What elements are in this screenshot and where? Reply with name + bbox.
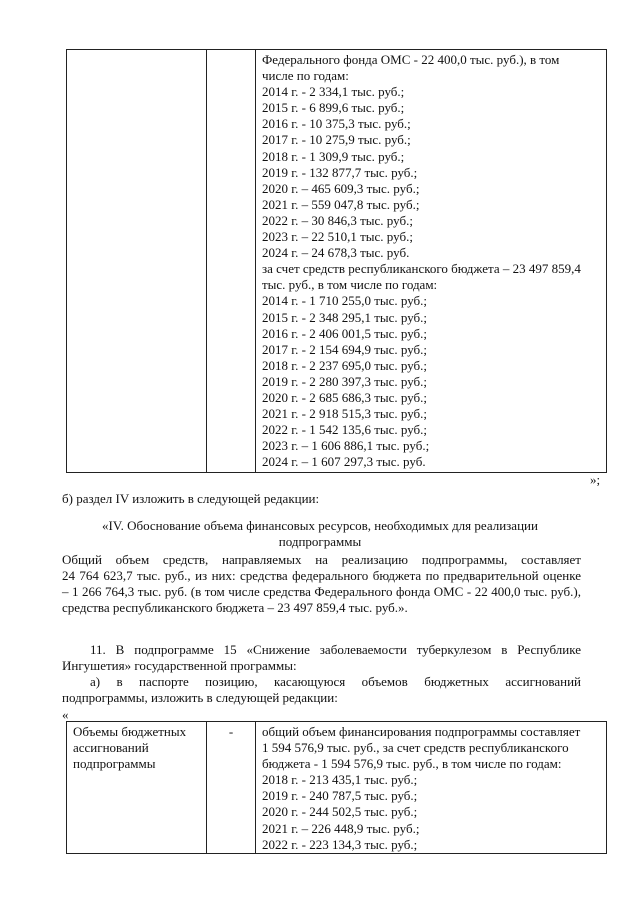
table-line: 2016 г. - 2 406 001,5 тыс. руб.; xyxy=(262,325,428,341)
heading-line: подпрограммы xyxy=(278,534,362,550)
paragraph-line: средства республиканского бюджета – 23 497 859,4 тыс. руб.». xyxy=(62,600,408,616)
table-line: 2024 г. – 1 607 297,3 тыс. руб. xyxy=(262,454,426,470)
table-cell-dash xyxy=(207,50,256,473)
table-cell-label xyxy=(67,50,207,473)
table-line: 2023 г. – 1 606 886,1 тыс. руб.; xyxy=(262,438,430,454)
passport-table xyxy=(66,721,607,854)
table-line: 2021 г. – 226 448,9 тыс. руб.; xyxy=(262,820,420,836)
heading-line: «IV. Обоснование объема финансовых ресурсов, необходимых для реализации xyxy=(102,518,538,533)
table-line: 2020 г. - 2 685 686,3 тыс. руб.; xyxy=(262,389,428,405)
table-line: 2023 г. – 22 510,1 тыс. руб.; xyxy=(262,229,413,245)
table-cell-content xyxy=(256,722,607,854)
label-line: ассигнований xyxy=(73,740,149,756)
table-line: 2021 г. – 559 047,8 тыс. руб.; xyxy=(262,196,420,212)
table-row xyxy=(67,722,607,854)
paragraph-item-a xyxy=(62,674,581,706)
table-line: 2021 г. - 2 918 515,3 тыс. руб.; xyxy=(262,406,428,422)
table-line: числе по годам: xyxy=(262,68,349,84)
table-line: 2015 г. - 6 899,6 тыс. руб.; xyxy=(262,100,405,116)
paragraph-item-11 xyxy=(62,642,581,674)
table-line: бюджета - 1 594 576,9 тыс. руб., в том числе по годам: xyxy=(262,756,562,772)
label-line: Объемы бюджетных xyxy=(73,724,187,739)
table-line: 2014 г. - 2 334,1 тыс. руб.; xyxy=(262,84,405,100)
table-line: 2024 г. – 24 678,3 тыс. руб. xyxy=(262,245,410,261)
table-line: 2016 г. - 10 375,3 тыс. руб.; xyxy=(262,116,411,132)
paragraph-line: подпрограммы, изложить в следующей редакции: xyxy=(62,690,338,706)
table-line: 2022 г. - 1 542 135,6 тыс. руб.; xyxy=(262,422,428,438)
table-line: 2019 г. - 2 280 397,3 тыс. руб.; xyxy=(262,373,428,389)
label-line: подпрограммы xyxy=(73,756,156,772)
table-line: за счет средств республиканского бюджета – 23 497 859,4 xyxy=(262,261,581,277)
table-line: тыс. руб., в том числе по годам: xyxy=(262,277,438,293)
table-line: 2014 г. - 1 710 255,0 тыс. руб.; xyxy=(262,293,428,309)
section-heading xyxy=(60,518,580,550)
table-cell-dash: - xyxy=(207,722,256,854)
table-line: 2017 г. - 10 275,9 тыс. руб.; xyxy=(262,132,411,148)
table-line: 1 594 576,9 тыс. руб., за счет средств республиканского xyxy=(262,740,569,756)
paragraph-line: 24 764 623,7 тыс. руб., из них: средства федерального бюджета по предварительной оценке xyxy=(62,568,581,584)
table-line: 2015 г. - 2 348 295,1 тыс. руб.; xyxy=(262,309,428,325)
table-line: 2022 г. – 30 846,3 тыс. руб.; xyxy=(262,212,413,228)
table-line: 2019 г. - 132 877,7 тыс. руб.; xyxy=(262,164,418,180)
financing-table-continued xyxy=(66,49,607,473)
section-b-instruction: б) раздел IV изложить в следующей редакции: xyxy=(62,491,320,506)
table-line: 2019 г. - 240 787,5 тыс. руб.; xyxy=(262,788,418,804)
paragraph-total-funding xyxy=(62,552,581,616)
closing-quote: »; xyxy=(590,472,601,487)
table-line: 2020 г. – 465 609,3 тыс. руб.; xyxy=(262,180,420,196)
paragraph-line: Общий объем средств, направляемых на реализацию подпрограммы, составляет xyxy=(62,552,581,567)
paragraph-line: а) в паспорте позицию, касающуюся объемов бюджетных ассигнований xyxy=(90,674,581,689)
table-line: 2018 г. - 213 435,1 тыс. руб.; xyxy=(262,772,418,788)
table-line: 2017 г. - 2 154 694,9 тыс. руб.; xyxy=(262,341,428,357)
table-line: Федерального фонда ОМС - 22 400,0 тыс. руб.), в том xyxy=(262,52,560,67)
table-line: общий объем финансирования подпрограммы составляет xyxy=(262,724,581,739)
table-row xyxy=(67,50,607,473)
table-line: 2020 г. - 244 502,5 тыс. руб.; xyxy=(262,804,418,820)
paragraph-line: 11. В подпрограмме 15 «Снижение заболеваемости туберкулезом в Республике xyxy=(90,642,581,657)
table-cell-content xyxy=(256,50,607,473)
paragraph-line: – 1 266 764,3 тыс. руб. (в том числе средства Федерального фонда ОМС - 22 400,0 тыс. руб.), xyxy=(62,584,581,600)
table-line: 2022 г. - 223 134,3 тыс. руб.; xyxy=(262,836,418,852)
paragraph-line: Ингушетия» государственной программы: xyxy=(62,658,297,674)
opening-quote: « xyxy=(62,707,69,722)
table-cell-label xyxy=(67,722,207,854)
table-line: 2018 г. - 2 237 695,0 тыс. руб.; xyxy=(262,357,428,373)
table-line: 2018 г. - 1 309,9 тыс. руб.; xyxy=(262,148,405,164)
